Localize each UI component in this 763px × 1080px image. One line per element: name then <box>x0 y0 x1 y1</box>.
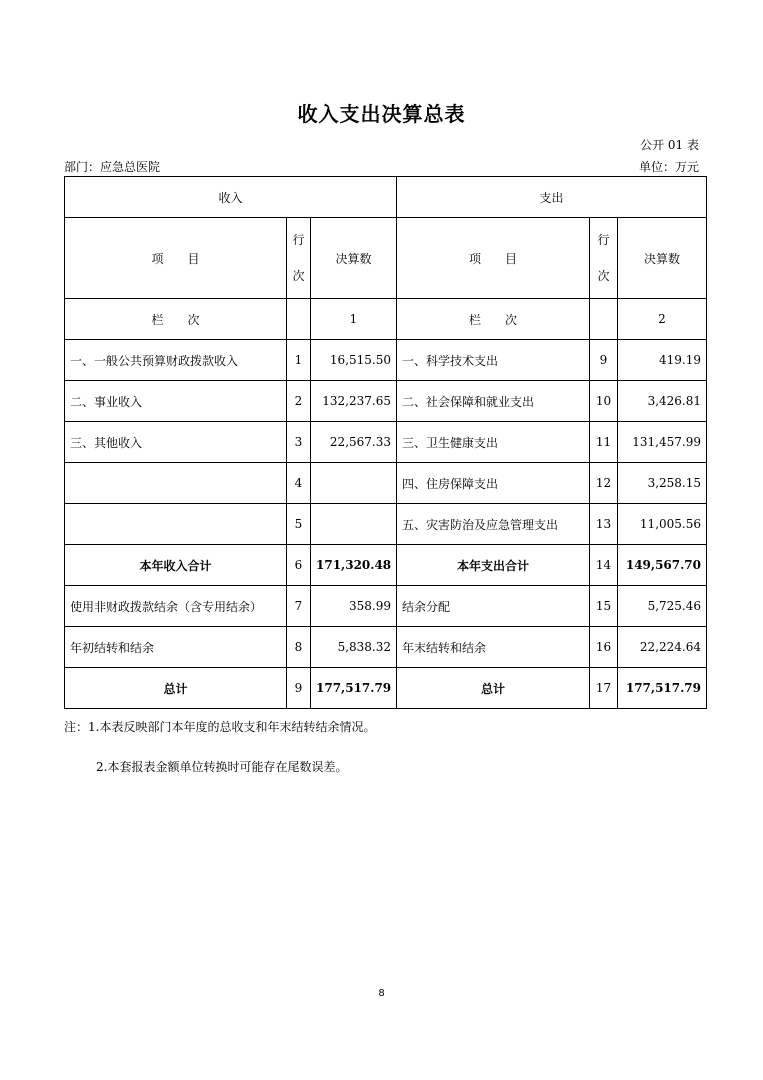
income-subtotal-label: 本年收入合计 <box>65 545 287 586</box>
income-item <box>65 504 287 545</box>
income-row-no-header <box>287 218 311 299</box>
row-no-header-bottom: 次 <box>597 269 610 283</box>
expense-row-no: 15 <box>590 586 618 627</box>
expense-item: 结余分配 <box>397 586 590 627</box>
income-row-no: 9 <box>287 668 311 709</box>
expense-amount: 3,426.81 <box>618 381 707 422</box>
income-item-header: 项 目 <box>65 218 287 299</box>
expense-row-no: 16 <box>590 627 618 668</box>
income-column-index: 1 <box>311 299 397 340</box>
column-index-row <box>65 299 707 340</box>
expense-row-no: 12 <box>590 463 618 504</box>
expense-item-header: 项 目 <box>397 218 590 299</box>
income-amount <box>311 463 397 504</box>
table-row <box>65 586 707 627</box>
expense-amount-header: 决算数 <box>618 218 707 299</box>
expense-row-no: 13 <box>590 504 618 545</box>
income-amount: 132,237.65 <box>311 381 397 422</box>
table-row <box>65 463 707 504</box>
expense-item: 二、社会保障和就业支出 <box>397 381 590 422</box>
expense-row-no: 11 <box>590 422 618 463</box>
unit-label: 单位：万元 <box>638 160 699 174</box>
subtotal-row <box>65 545 707 586</box>
expense-item: 三、卫生健康支出 <box>397 422 590 463</box>
table-row <box>65 504 707 545</box>
income-column-blank <box>287 299 311 340</box>
row-no-header-top: 行 <box>597 233 610 247</box>
income-amount: 358.99 <box>311 586 397 627</box>
income-item: 二、事业收入 <box>65 381 287 422</box>
expense-amount: 22,224.64 <box>618 627 707 668</box>
expense-row-no: 9 <box>590 340 618 381</box>
income-amount-header: 决算数 <box>311 218 397 299</box>
expense-subtotal-label: 本年支出合计 <box>397 545 590 586</box>
expense-amount: 11,005.56 <box>618 504 707 545</box>
expense-column-label: 栏 次 <box>397 299 590 340</box>
section-header-row <box>65 177 707 218</box>
income-row-no: 7 <box>287 586 311 627</box>
row-no-header-bottom: 次 <box>292 269 305 283</box>
expense-row-no: 17 <box>590 668 618 709</box>
income-row-no: 2 <box>287 381 311 422</box>
income-item <box>65 463 287 504</box>
income-total-amount: 177,517.79 <box>311 668 397 709</box>
expense-column-index: 2 <box>618 299 707 340</box>
table-row <box>65 340 707 381</box>
income-amount: 22,567.33 <box>311 422 397 463</box>
expense-item: 一、科学技术支出 <box>397 340 590 381</box>
row-no-header-top: 行 <box>292 233 305 247</box>
expense-row-no: 10 <box>590 381 618 422</box>
expense-amount: 131,457.99 <box>618 422 707 463</box>
expense-amount: 5,725.46 <box>618 586 707 627</box>
income-row-no: 5 <box>287 504 311 545</box>
table-row <box>65 422 707 463</box>
expense-subtotal-amount: 149,567.70 <box>618 545 707 586</box>
expense-row-no-header <box>590 218 618 299</box>
column-header-row <box>65 218 707 299</box>
expense-total-label: 总计 <box>397 668 590 709</box>
expense-column-blank <box>590 299 618 340</box>
income-row-no: 8 <box>287 627 311 668</box>
income-column-label: 栏 次 <box>65 299 287 340</box>
income-amount: 16,515.50 <box>311 340 397 381</box>
note-2: 2.本套报表金额单位转换时可能存在尾数误差。 <box>96 760 348 774</box>
income-item: 三、其他收入 <box>65 422 287 463</box>
expense-item: 五、灾害防治及应急管理支出 <box>397 504 590 545</box>
income-amount: 5,838.32 <box>311 627 397 668</box>
income-amount <box>311 504 397 545</box>
expense-amount: 419.19 <box>618 340 707 381</box>
income-item: 年初结转和结余 <box>65 627 287 668</box>
income-section-header: 收入 <box>65 177 397 218</box>
income-row-no: 4 <box>287 463 311 504</box>
expense-row-no: 14 <box>590 545 618 586</box>
expense-section-header: 支出 <box>397 177 707 218</box>
expense-amount: 3,258.15 <box>618 463 707 504</box>
expense-item: 年末结转和结余 <box>397 627 590 668</box>
department-label: 部门：应急总医院 <box>64 160 161 174</box>
table-code: 公开 01 表 <box>640 138 699 152</box>
income-total-label: 总计 <box>65 668 287 709</box>
page-title: 收入支出决算总表 <box>297 102 466 126</box>
expense-total-amount: 177,517.79 <box>618 668 707 709</box>
income-expense-table <box>64 176 707 709</box>
income-row-no: 6 <box>287 545 311 586</box>
note-1: 注：1.本表反映部门本年度的总收支和年末结转结余情况。 <box>64 720 376 734</box>
income-row-no: 1 <box>287 340 311 381</box>
income-row-no: 3 <box>287 422 311 463</box>
income-subtotal-amount: 171,320.48 <box>311 545 397 586</box>
table-row <box>65 627 707 668</box>
income-item: 使用非财政拨款结余（含专用结余） <box>65 586 287 627</box>
income-item: 一、一般公共预算财政拨款收入 <box>65 340 287 381</box>
page-number: 8 <box>378 988 385 999</box>
table-row <box>65 381 707 422</box>
expense-item: 四、住房保障支出 <box>397 463 590 504</box>
total-row <box>65 668 707 709</box>
